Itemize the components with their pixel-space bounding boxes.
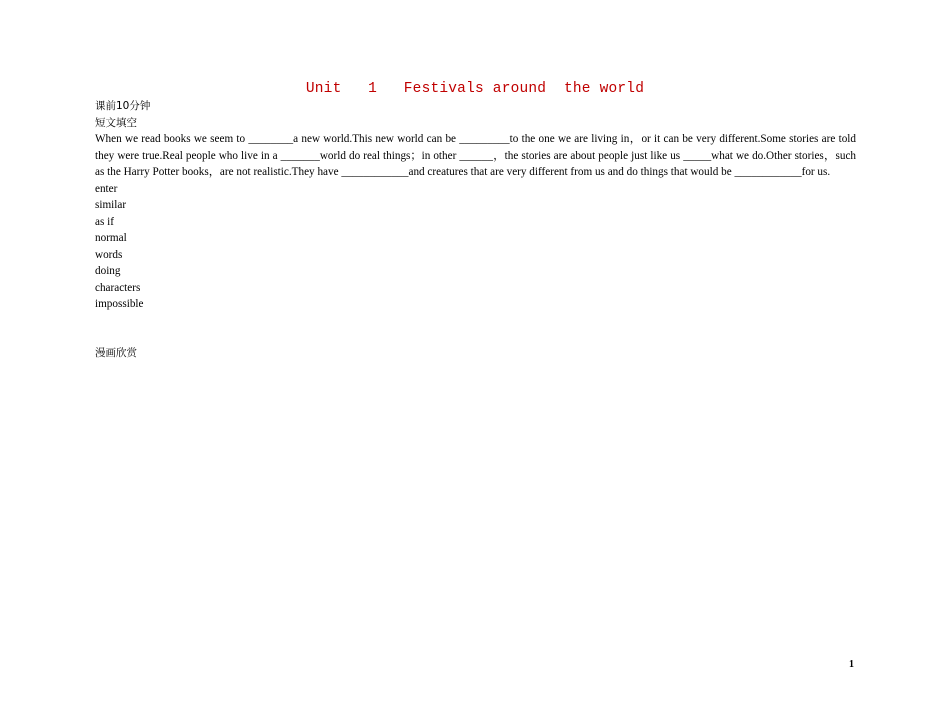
- pre-class-heading: 课前10分钟: [95, 100, 151, 112]
- answer-word: impossible: [95, 298, 144, 310]
- answer-word-list: [95, 181, 856, 313]
- answer-word: as if: [95, 215, 114, 228]
- answer-word: normal: [95, 232, 127, 244]
- cloze-passage: When we read books we seem to ________a new world.This new world can be _________to the one we are living in，or it can be very different.Some stories are told they were true.Real people who live in a _______world do real things；in other ______，the stories are about people just like us _____what we do.Other stories，such as the Harry Potter books，are not realistic.They have ____________and creatures that are very different from us and do things that would be ____________for us.: [95, 133, 856, 178]
- main-content: [95, 98, 856, 313]
- answer-word: similar: [95, 199, 127, 211]
- answer-word: enter: [95, 182, 118, 195]
- comic-heading: 漫画欣赏: [95, 347, 137, 359]
- page-number: 1: [849, 659, 854, 670]
- cloze-heading: 短文填空: [95, 116, 137, 129]
- answer-word: doing: [95, 265, 121, 277]
- page-title: Unit 1 Festivals around the world: [305, 81, 645, 97]
- answer-word: words: [95, 248, 123, 261]
- answer-word: characters: [95, 281, 141, 294]
